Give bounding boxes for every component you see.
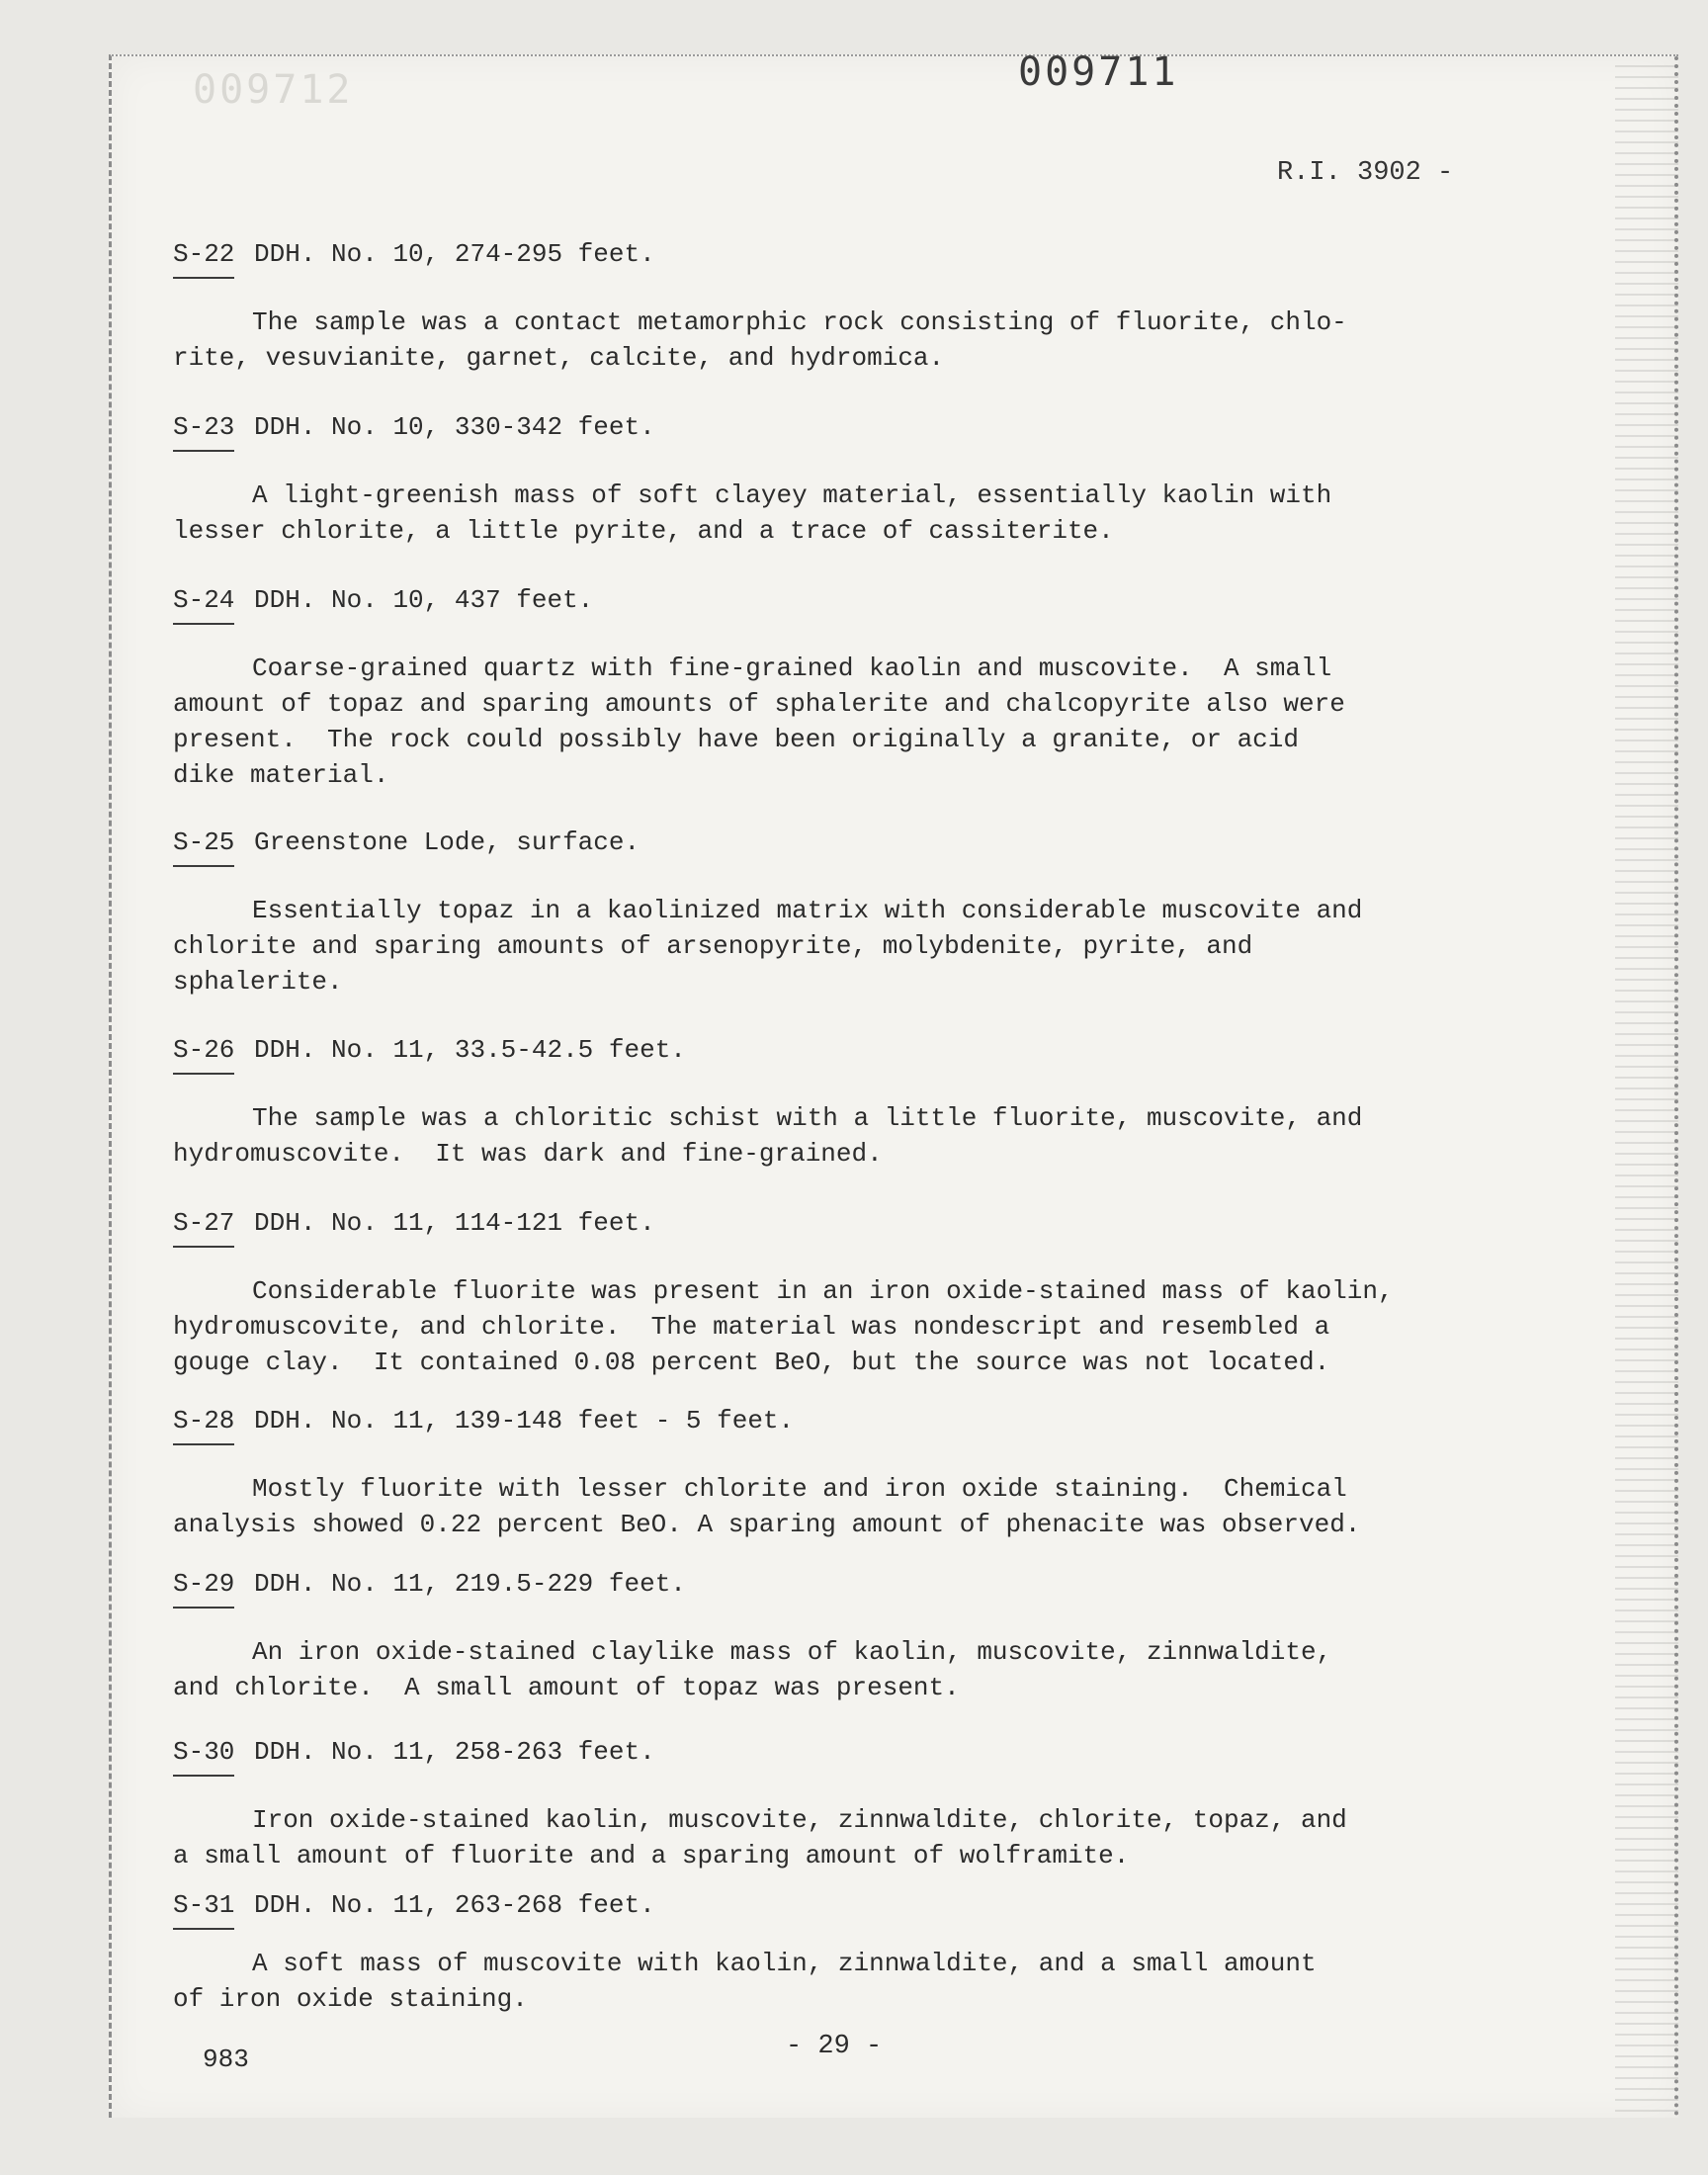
sample-entry bbox=[173, 1206, 1517, 1380]
sample-entry bbox=[173, 410, 1517, 549]
sample-location: DDH. No. 10, 274-295 feet. bbox=[254, 239, 655, 269]
serial-number-ghost: 009712 bbox=[193, 67, 354, 113]
sample-description: Mostly fluorite with lesser chlorite and iron oxide staining. Chemical analysis showed 0.22 percent BeO. A sparing amount of phenacite was observed. bbox=[173, 1474, 1361, 1539]
serial-number: 009711 bbox=[1018, 49, 1179, 95]
sample-id: S-25 bbox=[173, 826, 234, 867]
sample-entry bbox=[173, 1033, 1517, 1172]
sample-description: Iron oxide-stained kaolin, muscovite, zinnwaldite, chlorite, topaz, and a small amount of fluorite and a sparing amount of wolframite. bbox=[173, 1805, 1347, 1870]
page-number: - 29 - bbox=[786, 2032, 883, 2061]
sample-id: S-29 bbox=[173, 1567, 234, 1609]
sample-description: A soft mass of muscovite with kaolin, zinnwaldite, and a small amount of iron oxide staining. bbox=[173, 1949, 1317, 2014]
sample-description: Coarse-grained quartz with fine-grained kaolin and muscovite. A small amount of topaz and sparing amounts of sphalerite and chalcopyrite also were present. The rock could possibly have been originally a granite, or acid dike material. bbox=[173, 653, 1345, 790]
sample-entry bbox=[173, 826, 1517, 1000]
sample-location: DDH. No. 11, 139-148 feet - 5 feet. bbox=[254, 1406, 795, 1436]
sample-location: Greenstone Lode, surface. bbox=[254, 827, 640, 857]
sample-location: DDH. No. 10, 437 feet. bbox=[254, 585, 594, 615]
report-id: R.I. 3902 - bbox=[1277, 158, 1454, 188]
sample-description: The sample was a contact metamorphic rock consisting of fluorite, chlo- rite, vesuvianite, garnet, calcite, and hydromica. bbox=[173, 307, 1347, 373]
entry-heading bbox=[173, 1888, 1517, 1930]
sample-description: An iron oxide-stained claylike mass of kaolin, muscovite, zinnwaldite, and chlorite. A small amount of topaz was present. bbox=[173, 1637, 1332, 1702]
entry-heading bbox=[173, 237, 1517, 279]
sample-id: S-22 bbox=[173, 237, 234, 279]
sample-entry bbox=[173, 1567, 1517, 1705]
sample-description: The sample was a chloritic schist with a little fluorite, muscovite, and hydromuscovite. It was dark and fine-grained. bbox=[173, 1103, 1363, 1169]
page-edge bbox=[1615, 56, 1678, 2118]
entry-heading bbox=[173, 826, 1517, 867]
entry-heading bbox=[173, 583, 1517, 625]
entry-heading bbox=[173, 1206, 1517, 1248]
sample-id: S-23 bbox=[173, 410, 234, 452]
sample-location: DDH. No. 11, 114-121 feet. bbox=[254, 1208, 655, 1238]
entry-heading bbox=[173, 1567, 1517, 1609]
sample-location: DDH. No. 11, 33.5-42.5 feet. bbox=[254, 1035, 686, 1065]
sample-id: S-31 bbox=[173, 1888, 234, 1930]
sample-location: DDH. No. 11, 219.5-229 feet. bbox=[254, 1569, 686, 1599]
entry-heading bbox=[173, 1735, 1517, 1777]
sample-location: DDH. No. 10, 330-342 feet. bbox=[254, 412, 655, 442]
sample-entry bbox=[173, 1888, 1517, 2017]
sample-entry bbox=[173, 1735, 1517, 1873]
footer-code: 983 bbox=[203, 2044, 249, 2074]
sample-entry bbox=[173, 237, 1517, 376]
sample-id: S-24 bbox=[173, 583, 234, 625]
sample-id: S-28 bbox=[173, 1404, 234, 1445]
sample-description: Considerable fluorite was present in an iron oxide-stained mass of kaolin, hydromuscovite, and chlorite. The material was nondescript and resembled a gouge clay. It contained 0.08 percent BeO, but the source was not located. bbox=[173, 1276, 1394, 1377]
sample-description: Essentially topaz in a kaolinized matrix with considerable muscovite and chlorite and sparing amounts of arsenopyrite, molybdenite, pyrite, and sphalerite. bbox=[173, 896, 1363, 997]
sample-id: S-30 bbox=[173, 1735, 234, 1777]
entry-heading bbox=[173, 1404, 1517, 1445]
sample-location: DDH. No. 11, 258-263 feet. bbox=[254, 1737, 655, 1767]
sample-location: DDH. No. 11, 263-268 feet. bbox=[254, 1890, 655, 1920]
sample-entry bbox=[173, 583, 1517, 793]
sample-entry bbox=[173, 1404, 1517, 1542]
sample-id: S-26 bbox=[173, 1033, 234, 1075]
entry-heading bbox=[173, 410, 1517, 452]
sample-description: A light-greenish mass of soft clayey material, essentially kaolin with lesser chlorite, a little pyrite, and a trace of cassiterite. bbox=[173, 480, 1332, 546]
sample-id: S-27 bbox=[173, 1206, 234, 1248]
entry-heading bbox=[173, 1033, 1517, 1075]
